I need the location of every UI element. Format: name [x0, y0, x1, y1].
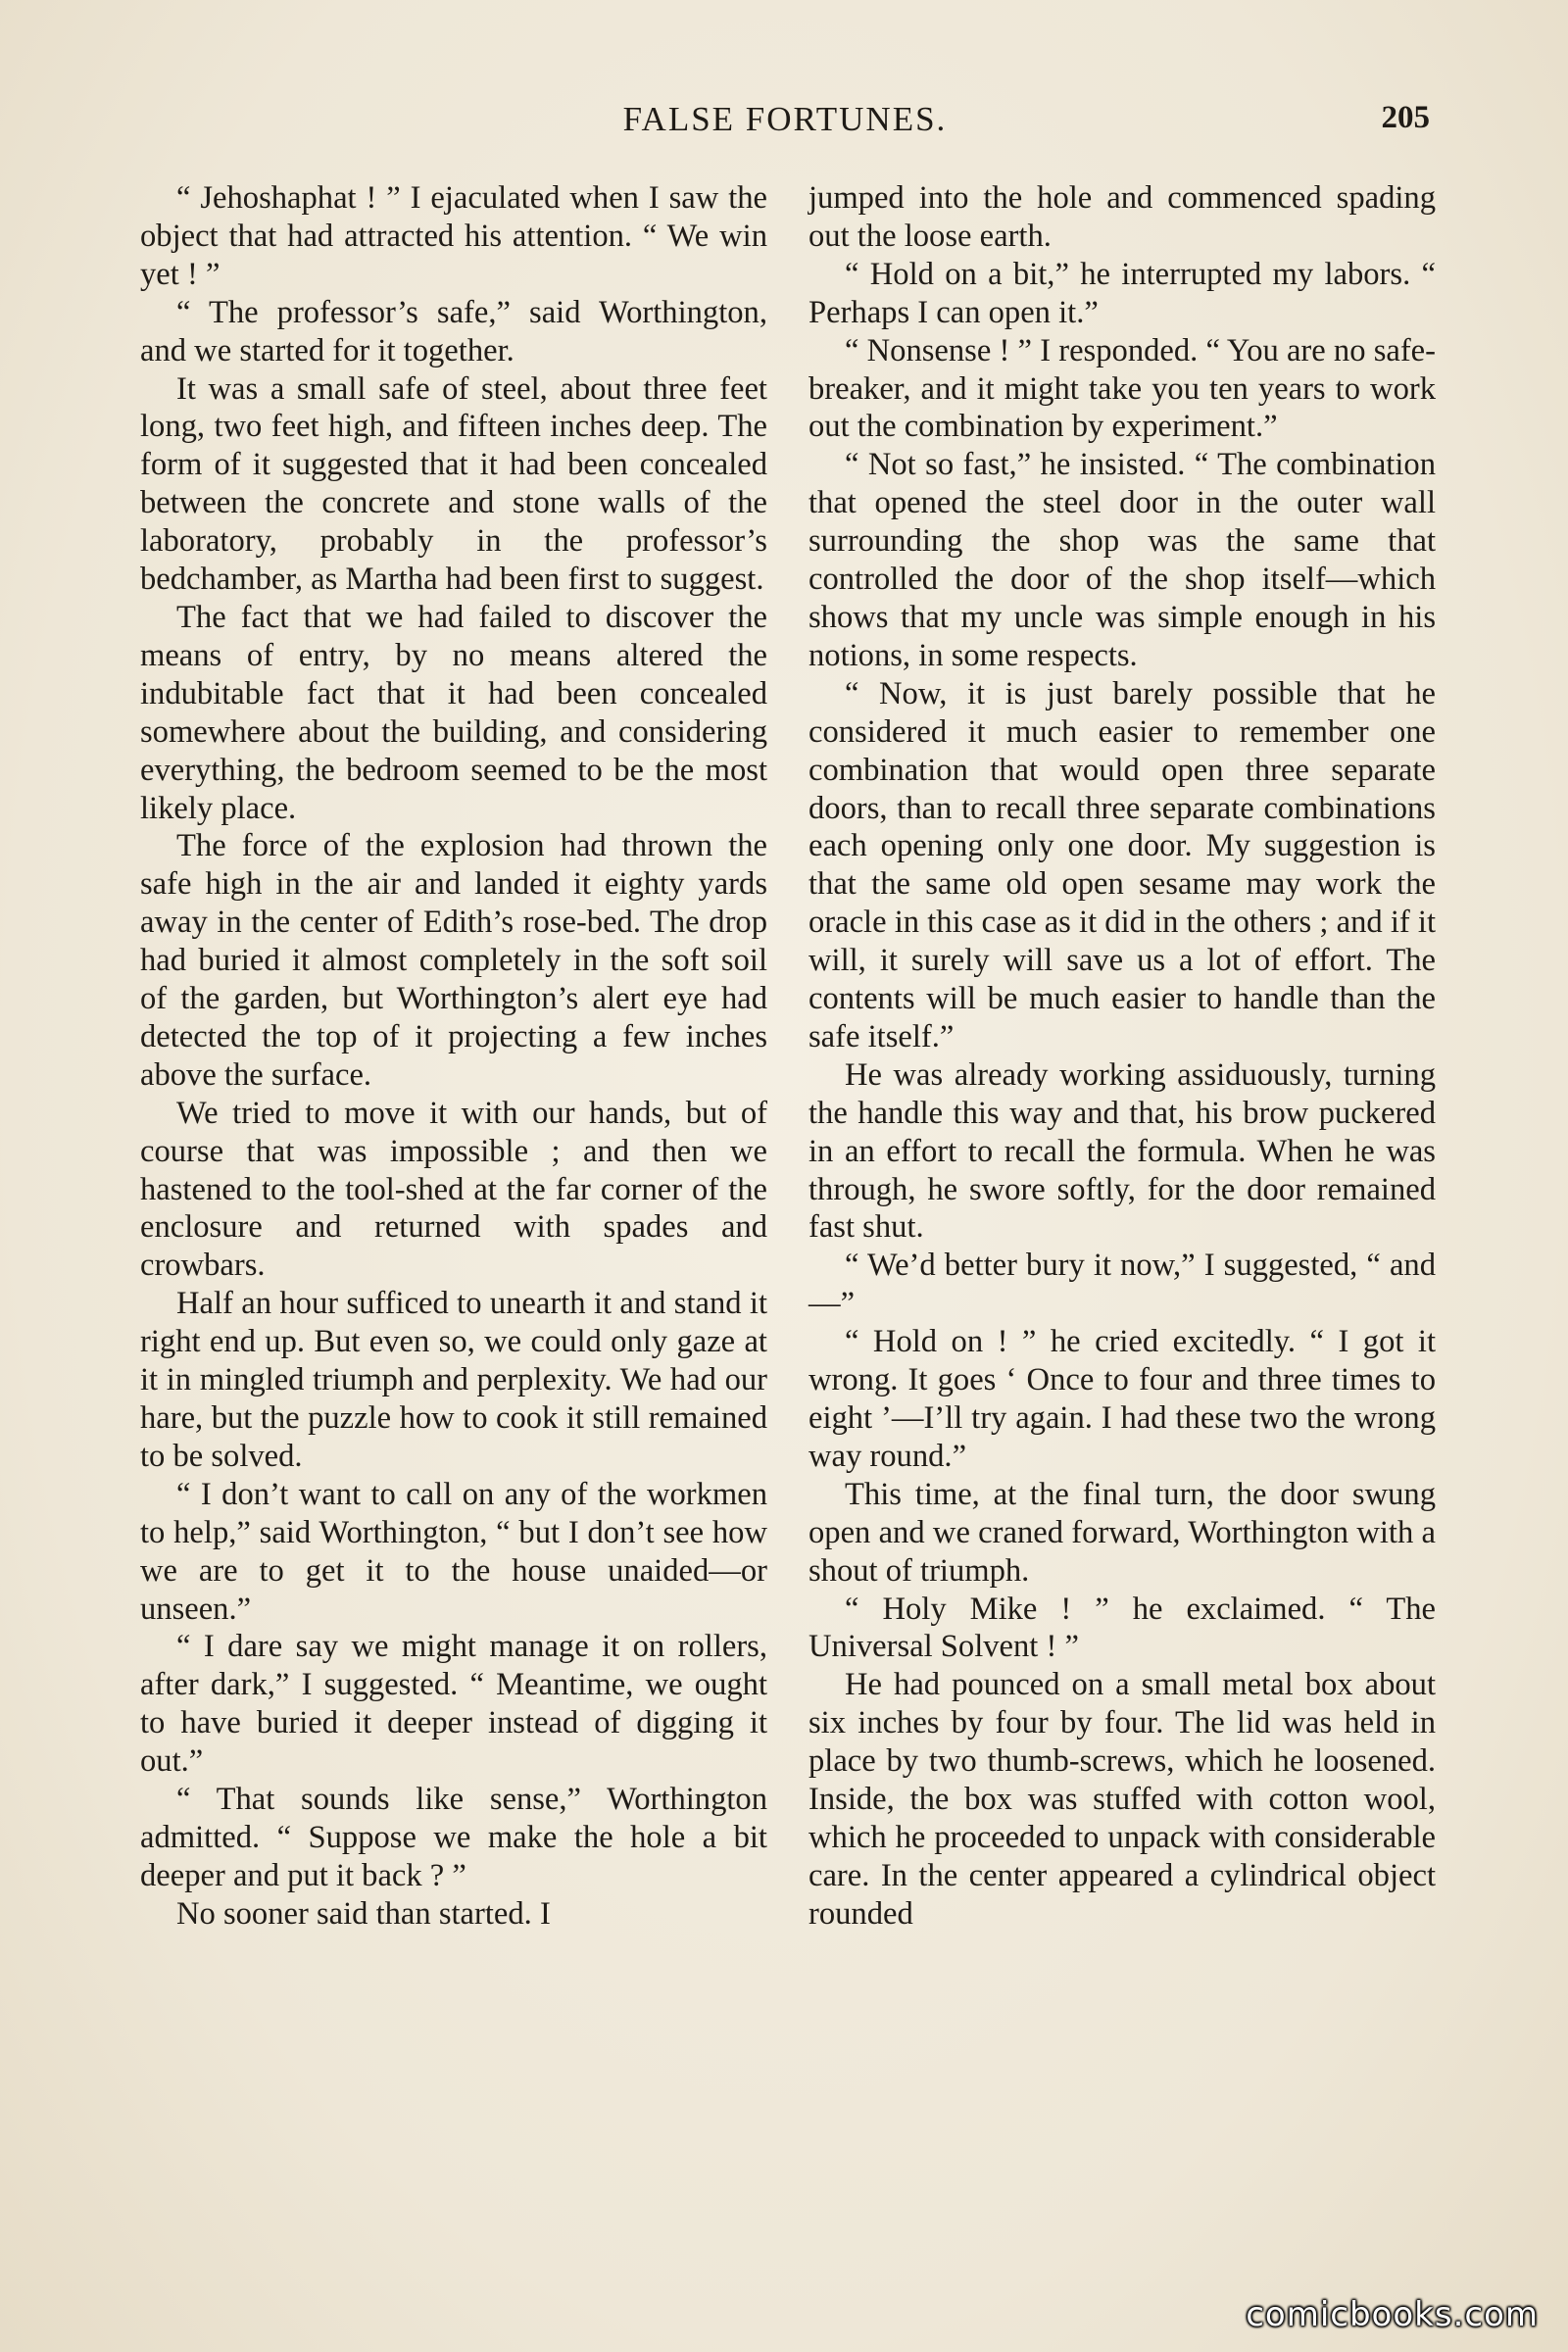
watermark: comicbooks.com — [1246, 2295, 1539, 2334]
page-number: 205 — [1381, 100, 1430, 135]
paragraph: “ Now, it is just barely possible that he considered it much easier to remember one combination that would open three separate doors, than to recall three separate combinations each opening only one door. My suggestion is that the same old open sesame may work the oracle in this case as it did in the others ; and if it will, it surely will save us a lot of effort. The contents will be much easier to handle than the safe itself.” — [808, 675, 1436, 1054]
running-header — [140, 100, 1430, 149]
paragraph: He had pounced on a small metal box about six inches by four by four. The lid was held in place by two thumb-screws, which he loosened. Inside, the box was stuffed with cotton wool, which he proceeded to unpack with considerable care. In the center appeared a cylindrical object rounded — [808, 1667, 1436, 1932]
paragraph: “ That sounds like sense,” Worthington admitted. “ Suppose we make the hole a bit deeper and put it back ? ” — [140, 1782, 767, 1893]
paragraph: “ I dare say we might manage it on rollers, after dark,” I suggested. “ Meantime, we ought to have buried it deeper instead of digging it out.” — [140, 1629, 767, 1780]
paragraph: “ Not so fast,” he insisted. “ The combination that opened the steel door in the outer wall surrounding the shop was the same that controlled the door of the shop itself—which shows that my uncle was simple enough in his notions, in some respects. — [808, 447, 1436, 673]
paragraph: He was already working assiduously, turning the handle this way and that, his brow puckered in an effort to recall the formula. When he was through, he swore softly, for the door remained fast shut. — [808, 1056, 1436, 1246]
paragraph: “ Hold on ! ” he cried excitedly. “ I got it wrong. It goes ‘ Once to four and three times to eight ’—I’ll try again. I had these two the wrong way round.” — [808, 1324, 1436, 1474]
paragraph: “ The professor’s safe,” said Worthington, and we started for it together. — [140, 294, 767, 368]
paragraph: The fact that we had failed to discover the means of entry, by no means altered the indubitable fact that it had been concealed somewhere about the building, and considering everything, the bedroom seemed to be the most likely place. — [140, 599, 767, 826]
paragraph: “ Nonsense ! ” I responded. “ You are no safe-breaker, and it might take you ten years to work out the combination by experiment.” — [808, 332, 1436, 445]
paragraph: We tried to move it with our hands, but of course that was impossible ; and then we hastened to the tool-shed at the far corner of the enclosure and returned with spades and crowbars. — [140, 1095, 767, 1284]
paragraph: jumped into the hole and commenced spading out the loose earth. — [808, 180, 1436, 254]
paragraph: “ Holy Mike ! ” he exclaimed. “ The Universal Solvent ! ” — [808, 1591, 1436, 1665]
paragraph: “ Hold on a bit,” he interrupted my labors. “ Perhaps I can open it.” — [808, 256, 1436, 330]
right-column — [808, 179, 1436, 1934]
paragraph: This time, at the final turn, the door swung open and we craned forward, Worthington with a shout of triumph. — [808, 1476, 1436, 1589]
paragraph: The force of the explosion had thrown the safe high in the air and landed it eighty yards away in the center of Edith’s rose-bed. The drop had buried it almost completely in the soft soil of the garden, but Worthington’s alert eye had detected the top of it projecting a few inches above the surface. — [140, 828, 767, 1093]
paragraph: Half an hour sufficed to unearth it and stand it right end up. But even so, we could only gaze at it in mingled triumph and perplexity. We had our hare, but the puzzle how to cook it still remained to be solved. — [140, 1286, 767, 1474]
paragraph: “ Jehoshaphat ! ” I ejaculated when I saw the object that had attracted his attention. “ We win yet ! ” — [140, 180, 767, 292]
paragraph: It was a small safe of steel, about three feet long, two feet high, and fifteen inches deep. The form of it suggested that it had been concealed between the concrete and stone walls of the laboratory, probably in the professor’s bedchamber, as Martha had been first to suggest. — [140, 370, 767, 598]
paragraph: “ We’d better bury it now,” I suggested, “ and—” — [808, 1248, 1436, 1322]
running-title: FALSE FORTUNES. — [622, 100, 948, 138]
paragraph: No sooner said than started. I — [176, 1895, 551, 1932]
paragraph: “ I don’t want to call on any of the workmen to help,” said Worthington, “ but I don’t see how we are to get it to the house unaided—or unseen.” — [140, 1476, 767, 1627]
left-column — [140, 179, 767, 1934]
